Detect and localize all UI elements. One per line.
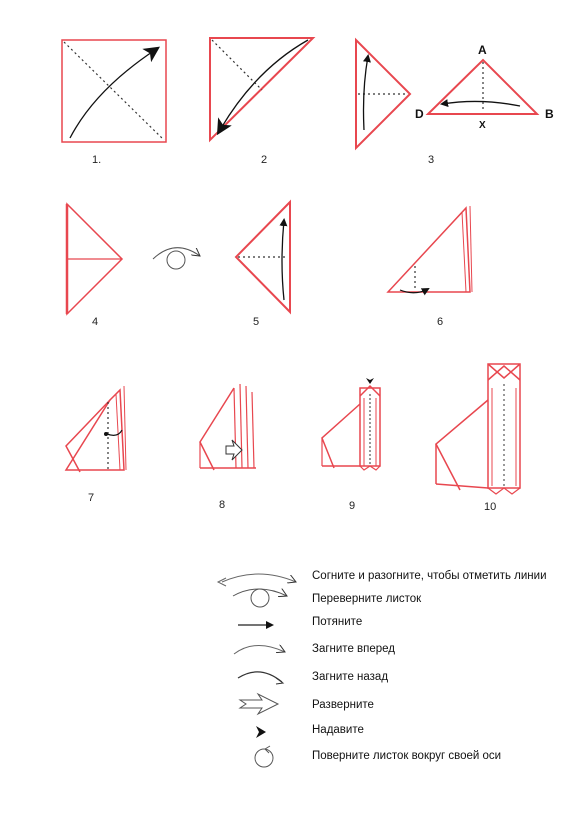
step-3b-figure [428,60,537,114]
step-number-2: 2 [261,154,268,166]
turn-over-icon [233,589,287,607]
legend-text-unfold: Разверните [312,699,374,711]
point-label-a: A [478,43,487,57]
turn-over-symbol [153,248,200,269]
step-number-4: 4 [92,316,99,328]
legend-text-mountain-fold: Загните назад [312,671,389,683]
push-arrow-icon-legend [256,726,266,738]
step-4-figure [67,204,122,314]
step-9-figure [322,378,380,470]
legend-text-fold-unfold: Согните и разогните, чтобы отметить линии [312,570,547,582]
step-8-figure [200,384,256,470]
step-5-figure [236,202,290,312]
legend-text-rotate: Поверните листок вокруг своей оси [312,750,502,762]
step-10-figure [436,364,520,494]
unfold-arrow-icon [226,440,242,460]
step-3a-figure [356,40,410,148]
unfold-arrow-icon-legend [240,694,278,714]
step-number-1: 1. [92,154,102,166]
point-label-d: D [415,107,424,121]
step-number-9: 9 [349,500,356,512]
rotate-icon [255,746,273,767]
legend-text-push: Надавите [312,724,364,736]
step-number-5: 5 [253,316,260,328]
step-1-figure [62,40,166,142]
step-number-3: 3 [428,154,435,166]
step-number-8: 8 [219,499,226,511]
step-number-10: 10 [484,501,497,513]
fold-unfold-arrow-icon [218,574,296,586]
step-7-figure [66,386,126,472]
legend-text-turn-over: Переверните листок [312,593,422,605]
valley-fold-arrow-icon [234,645,285,654]
step-6-figure [388,206,472,293]
step-number-7: 7 [88,492,95,504]
legend-text-valley-fold: Загните вперед [312,643,396,655]
point-label-x: X [479,120,486,131]
mountain-fold-arrow-icon [238,672,283,684]
point-label-b: B [545,107,554,121]
step-2-figure [210,38,313,140]
step-number-6: 6 [437,316,444,328]
push-arrow-icon [366,378,374,384]
legend-text-pull: Потяните [312,616,363,628]
